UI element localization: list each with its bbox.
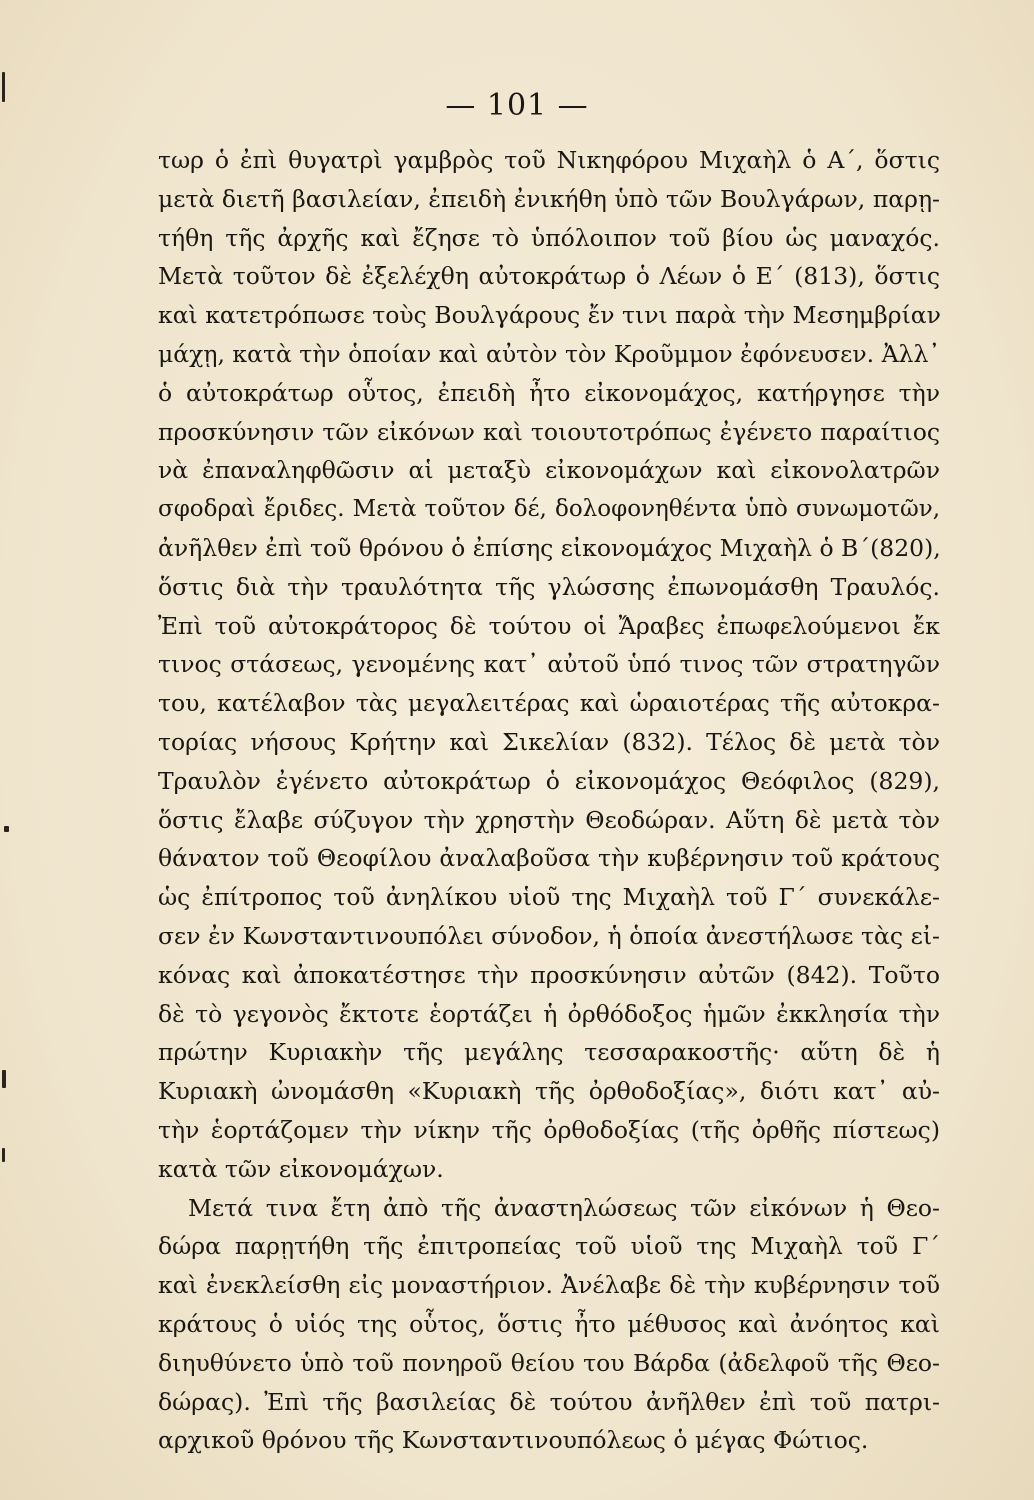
text-line: δὲ τὸ γεγονὸς ἔκτοτε ἑορτάζει ἡ ὀρθόδοξος ἡμῶν ἐκκλησία τὴν [158,999,940,1028]
text-line: ὁ αὐτοκράτωρ οὗτος, ἐπειδὴ ἦτο εἰκονομάχος, κατήργησε τὴν [158,378,940,407]
text-line: Ἐπὶ τοῦ αὐτοκράτορος δὲ τούτου οἱ Ἄραβες ἐπωφελούμενοι ἔκ [158,611,940,640]
text-line: κράτους ὁ υἱός της οὗτος, ὅστις ἦτο μέθυσος καὶ ἀνόητος καὶ [158,1309,940,1338]
text-line: δώρα παρῃτήθη τῆς ἐπιτροπείας τοῦ υἱοῦ της Μιχαὴλ τοῦ Γ΄ [158,1232,940,1261]
text-line: προσκύνησιν τῶν εἰκόνων καὶ τοιουτοτρόπως ἐγένετο παραίτιος [158,417,940,446]
text-line: δώρας). Ἐπὶ τῆς βασιλείας δὲ τούτου ἀνῆλθεν ἐπὶ τοῦ πατρι- [158,1387,940,1416]
text-line: σεν ἐν Κωνσταντινουπόλει σύνοδον, ἡ ὁποία ἀνεστήλωσε τὰς εἰ- [158,921,940,950]
text-line: Κυριακὴ ὠνομάσθη «Κυριακὴ τῆς ὀρθοδοξίας», διότι κατ᾿ αὐ- [158,1077,940,1106]
page-number: — 101 — [445,88,589,123]
left-margin-mark [2,1148,5,1162]
paragraph-1 [158,141,940,1189]
text-line: κόνας καὶ ἀποκατέστησε τὴν προσκύνησιν αὐτῶν (842). Τοῦτο [158,960,940,989]
text-line: τορίας νήσους Κρήτην καὶ Σικελίαν (832). Τέλος δὲ μετὰ τὸν [158,727,940,756]
text-line: μετὰ διετῆ βασιλείαν, ἐπειδὴ ἐνικήθη ὑπὸ τῶν Βουλγάρων, παρῃ- [158,184,940,213]
text-line: πρώτην Κυριακὴν τῆς μεγάλης τεσσαρακοστῆς· αὕτη δὲ ἡ [158,1038,940,1067]
text-line: νὰ ἐπαναληφθῶσιν αἱ μεταξὺ εἰκονομάχων καὶ εἰκονολατρῶν [158,456,940,485]
text-line: καὶ ἐνεκλείσθη εἰς μοναστήριον. Ἀνέλαβε δὲ τὴν κυβέρνησιν τοῦ [158,1271,940,1300]
text-line: τήθη τῆς ἀρχῆς καὶ ἔζησε τὸ ὑπόλοιπον τοῦ βίου ὡς μαναχός. [158,223,940,252]
text-line: καὶ κατετρόπωσε τοὺς Βουλγάρους ἔν τινι παρὰ τὴν Μεσημβρίαν [158,301,941,330]
text-line: ὅστις διὰ τὴν τραυλότητα τῆς γλώσσης ἐπωνομάσθη Τραυλός. [158,572,940,601]
text-line: θάνατον τοῦ Θεοφίλου ἀναλαβοῦσα τὴν κυβέρνησιν τοῦ κράτους [158,844,940,873]
text-line: τωρ ὁ ἐπὶ θυγατρὶ γαμβρὸς τοῦ Νικηφόρου Μιχαὴλ ὁ Α΄, ὅστις [158,146,940,174]
text-line: κατὰ τῶν εἰκονομάχων. [158,1154,444,1183]
text-line: σφοδραὶ ἔριδες. Μετὰ τοῦτον δέ, δολοφονηθέντα ὑπὸ συνωμοτῶν, [158,496,940,523]
text-line: διηυθύνετο ὑπὸ τοῦ πονηροῦ θείου του Βάρδα (ἀδελφοῦ τῆς Θεο- [158,1348,940,1377]
paragraph-2 [158,1189,940,1461]
text-line: αρχικοῦ θρόνου τῆς Κωνσταντινουπόλεως ὁ μέγας Φώτιος. [158,1426,869,1455]
text-line: Τραυλὸν ἐγένετο αὐτοκράτωρ ὁ εἰκονομάχος Θεόφιλος (829), [158,766,940,795]
text-line: μάχῃ, κατὰ τὴν ὁποίαν καὶ αὐτὸν τὸν Κροῦμμον ἐφόνευσεν. Ἀλλ᾿ [158,339,941,368]
text-line: Μετά τινα ἔτη ἀπὸ τῆς ἀναστηλώσεως τῶν εἰκόνων ἡ Θεο- [188,1193,940,1222]
text-line: τινος στάσεως, γενομένης κατ᾿ αὐτοῦ ὑπό τινος τῶν στρατηγῶν [158,650,940,679]
text-line: τὴν ἑορτάζομεν τὴν νίκην τῆς ὀρθοδοξίας (τῆς ὀρθῆς πίστεως) [158,1115,940,1144]
text-line: Μετὰ τοῦτον δὲ ἐξελέχθη αὐτοκράτωρ ὁ Λέων ὁ Ε΄ (813), ὅστις [158,262,940,291]
text-line: ἀνῆλθεν ἐπὶ τοῦ θρόνου ὁ ἐπίσης εἰκονομάχος Μιχαὴλ ὁ Β΄(820), [158,533,941,562]
text-line: ὅστις ἔλαβε σύζυγον τὴν χρηστὴν Θεοδώραν. Αὕτη δὲ μετὰ τὸν [158,805,940,834]
body-text [158,141,940,1460]
left-margin-mark [4,826,9,832]
text-line: του, κατέλαβον τὰς μεγαλειτέρας καὶ ὡραιοτέρας τῆς αὐτοκρα- [158,689,940,718]
left-margin-mark [2,1070,6,1088]
text-line: ὡς ἐπίτροπος τοῦ ἀνηλίκου υἱοῦ της Μιχαὴλ τοῦ Γ΄ συνεκάλε- [158,883,940,912]
